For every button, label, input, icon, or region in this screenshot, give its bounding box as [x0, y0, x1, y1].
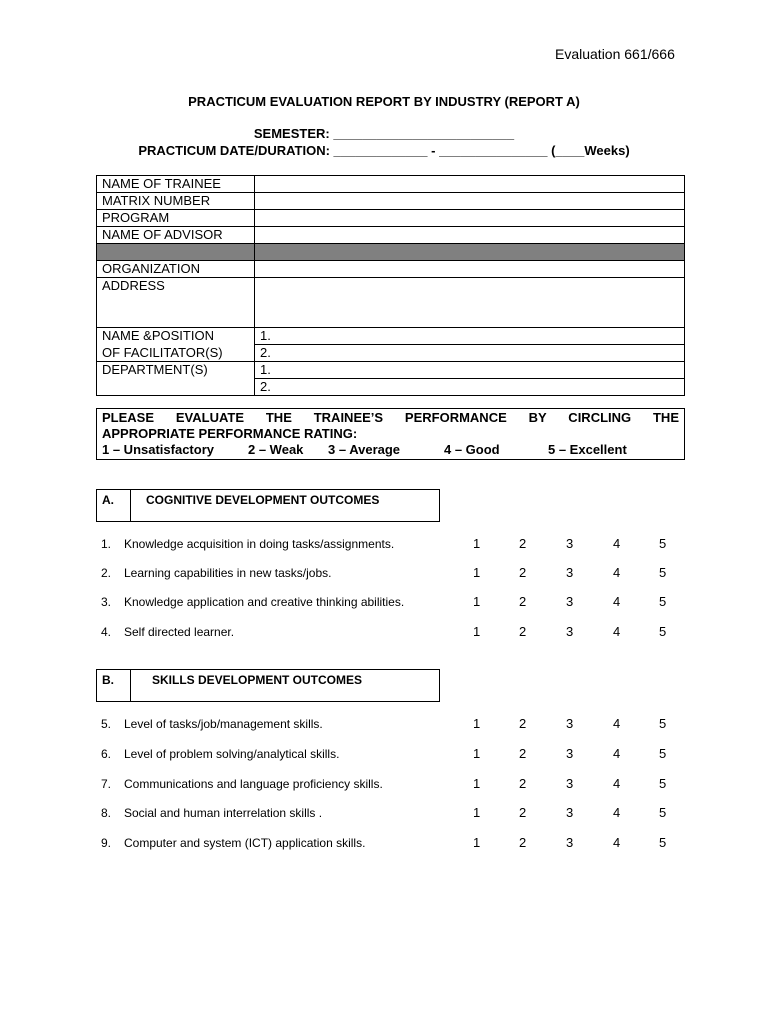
rating-option-2[interactable]: 2 [519, 746, 527, 761]
field-name-of-advisor[interactable] [255, 227, 685, 244]
criterion-text: Communications and language proficiency skills. [124, 777, 383, 791]
table-row [97, 193, 685, 210]
criterion-number: 5. [101, 717, 112, 731]
table-separator-row [97, 244, 685, 261]
criterion-text: Self directed learner. [124, 625, 235, 639]
rating-option-3[interactable]: 3 [566, 746, 574, 761]
rating-option-5[interactable]: 5 [659, 536, 667, 551]
rating-option-5[interactable]: 5 [659, 776, 667, 791]
table-row [97, 328, 685, 345]
rating-option-4[interactable]: 4 [613, 594, 621, 609]
semester-line: SEMESTER: _________________________ [253, 126, 515, 141]
criterion-text: Knowledge acquisition in doing tasks/assignments. [124, 537, 395, 551]
rating-option-3[interactable]: 3 [566, 716, 574, 731]
rating-option-1[interactable]: 1 [473, 805, 481, 820]
report-title: PRACTICUM EVALUATION REPORT BY INDUSTRY (REPORT A) [188, 94, 580, 109]
field-organization[interactable] [255, 261, 685, 278]
rating-option-4[interactable]: 4 [613, 716, 621, 731]
field-program[interactable] [255, 210, 685, 227]
criterion-number: 8. [101, 806, 112, 820]
section-b-header [96, 669, 440, 702]
criterion-number: 4. [101, 625, 112, 639]
criterion-text: Social and human interrelation skills . [124, 806, 323, 820]
table-row [97, 362, 685, 379]
table-row [97, 210, 685, 227]
label-department: DEPARTMENT(S) [97, 362, 255, 379]
rating-option-4[interactable]: 4 [613, 835, 621, 850]
rating-option-5[interactable]: 5 [659, 565, 667, 580]
rating-option-3[interactable]: 3 [566, 536, 574, 551]
section-a-title: COGNITIVE DEVELOPMENT OUTCOMES [146, 493, 380, 507]
criterion-number: 1. [101, 537, 112, 551]
evaluation-instructions-box [96, 408, 685, 460]
rating-option-4[interactable]: 4 [613, 536, 621, 551]
rating-option-2[interactable]: 2 [519, 594, 527, 609]
rating-option-2[interactable]: 2 [519, 776, 527, 791]
trainee-info-table [96, 175, 685, 396]
rating-option-4[interactable]: 4 [613, 746, 621, 761]
rating-option-3[interactable]: 3 [566, 776, 574, 791]
instruction-line2: APPROPRIATE PERFORMANCE RATING: [102, 426, 358, 441]
field-name-of-trainee[interactable] [255, 176, 685, 193]
rating-option-3[interactable]: 3 [566, 835, 574, 850]
section-divider [130, 490, 131, 521]
rating-option-3[interactable]: 3 [566, 805, 574, 820]
table-row [97, 278, 685, 328]
section-a-header [96, 489, 440, 522]
criterion-number: 7. [101, 777, 112, 791]
table-row [97, 261, 685, 278]
field-matrix-number[interactable] [255, 193, 685, 210]
label-organization: ORGANIZATION [97, 261, 255, 278]
rating-option-2[interactable]: 2 [519, 805, 527, 820]
rating-legend-2: 2 – Weak [248, 442, 304, 457]
rating-option-5[interactable]: 5 [659, 746, 667, 761]
rating-option-1[interactable]: 1 [473, 594, 481, 609]
table-row [97, 379, 685, 396]
section-b-title: SKILLS DEVELOPMENT OUTCOMES [152, 673, 363, 687]
separator-cell [97, 244, 255, 261]
criterion-text: Learning capabilities in new tasks/jobs. [124, 566, 332, 580]
rating-option-2[interactable]: 2 [519, 835, 527, 850]
rating-legend-3: 3 – Average [328, 442, 401, 457]
label-address: ADDRESS [97, 278, 255, 328]
rating-option-3[interactable]: 3 [566, 624, 574, 639]
section-a-letter: A. [102, 493, 114, 507]
field-department-1[interactable]: 1. [255, 362, 685, 379]
rating-option-1[interactable]: 1 [473, 716, 481, 731]
rating-option-2[interactable]: 2 [519, 565, 527, 580]
rating-option-1[interactable]: 1 [473, 536, 481, 551]
rating-option-1[interactable]: 1 [473, 835, 481, 850]
field-facilitator-1[interactable]: 1. [255, 328, 685, 345]
rating-option-5[interactable]: 5 [659, 835, 667, 850]
rating-option-2[interactable]: 2 [519, 536, 527, 551]
criterion-text: Level of tasks/job/management skills. [124, 717, 323, 731]
rating-option-1[interactable]: 1 [473, 776, 481, 791]
rating-option-5[interactable]: 5 [659, 594, 667, 609]
field-facilitator-2[interactable]: 2. [255, 345, 685, 362]
rating-option-4[interactable]: 4 [613, 776, 621, 791]
label-facilitator-line2: OF FACILITATOR(S) [97, 345, 255, 362]
field-department-2[interactable]: 2. [255, 379, 685, 396]
label-department-blank [97, 379, 255, 396]
rating-option-2[interactable]: 2 [519, 624, 527, 639]
rating-option-1[interactable]: 1 [473, 624, 481, 639]
label-name-of-advisor: NAME OF ADVISOR [97, 227, 255, 244]
criterion-number: 3. [101, 595, 112, 609]
rating-option-1[interactable]: 1 [473, 746, 481, 761]
rating-option-2[interactable]: 2 [519, 716, 527, 731]
instruction-line1: PLEASE EVALUATE THE TRAINEE’S PERFORMANCE BY CIRCLING THE [102, 410, 679, 425]
rating-legend [102, 442, 679, 458]
rating-option-5[interactable]: 5 [659, 716, 667, 731]
label-matrix-number: MATRIX NUMBER [97, 193, 255, 210]
rating-legend-4: 4 – Good [444, 442, 500, 457]
rating-option-4[interactable]: 4 [613, 805, 621, 820]
criterion-text: Level of problem solving/analytical skills. [124, 747, 340, 761]
rating-option-4[interactable]: 4 [613, 565, 621, 580]
criterion-text: Computer and system (ICT) application skills. [124, 836, 366, 850]
rating-legend-5: 5 – Excellent [548, 442, 627, 457]
criterion-number: 2. [101, 566, 112, 580]
rating-option-3[interactable]: 3 [566, 565, 574, 580]
label-program: PROGRAM [97, 210, 255, 227]
rating-legend-1: 1 – Unsatisfactory [102, 442, 214, 457]
criterion-number: 6. [101, 747, 112, 761]
section-divider [130, 670, 131, 701]
separator-cell [255, 244, 685, 261]
rating-option-5[interactable]: 5 [659, 805, 667, 820]
rating-option-4[interactable]: 4 [613, 624, 621, 639]
field-address[interactable] [255, 278, 685, 328]
rating-option-3[interactable]: 3 [566, 594, 574, 609]
practicum-date-line: PRACTICUM DATE/DURATION: _____________ - _______________ (____Weeks) [138, 143, 630, 158]
rating-option-5[interactable]: 5 [659, 624, 667, 639]
document-reference: Evaluation 661/666 [555, 46, 675, 62]
table-row [97, 176, 685, 193]
criterion-number: 9. [101, 836, 112, 850]
table-row [97, 227, 685, 244]
label-facilitator-line1: NAME &POSITION [97, 328, 255, 345]
label-name-of-trainee: NAME OF TRAINEE [97, 176, 255, 193]
criterion-text: Knowledge application and creative thinking abilities. [124, 595, 405, 609]
section-b-letter: B. [102, 673, 114, 687]
table-row [97, 345, 685, 362]
rating-option-1[interactable]: 1 [473, 565, 481, 580]
